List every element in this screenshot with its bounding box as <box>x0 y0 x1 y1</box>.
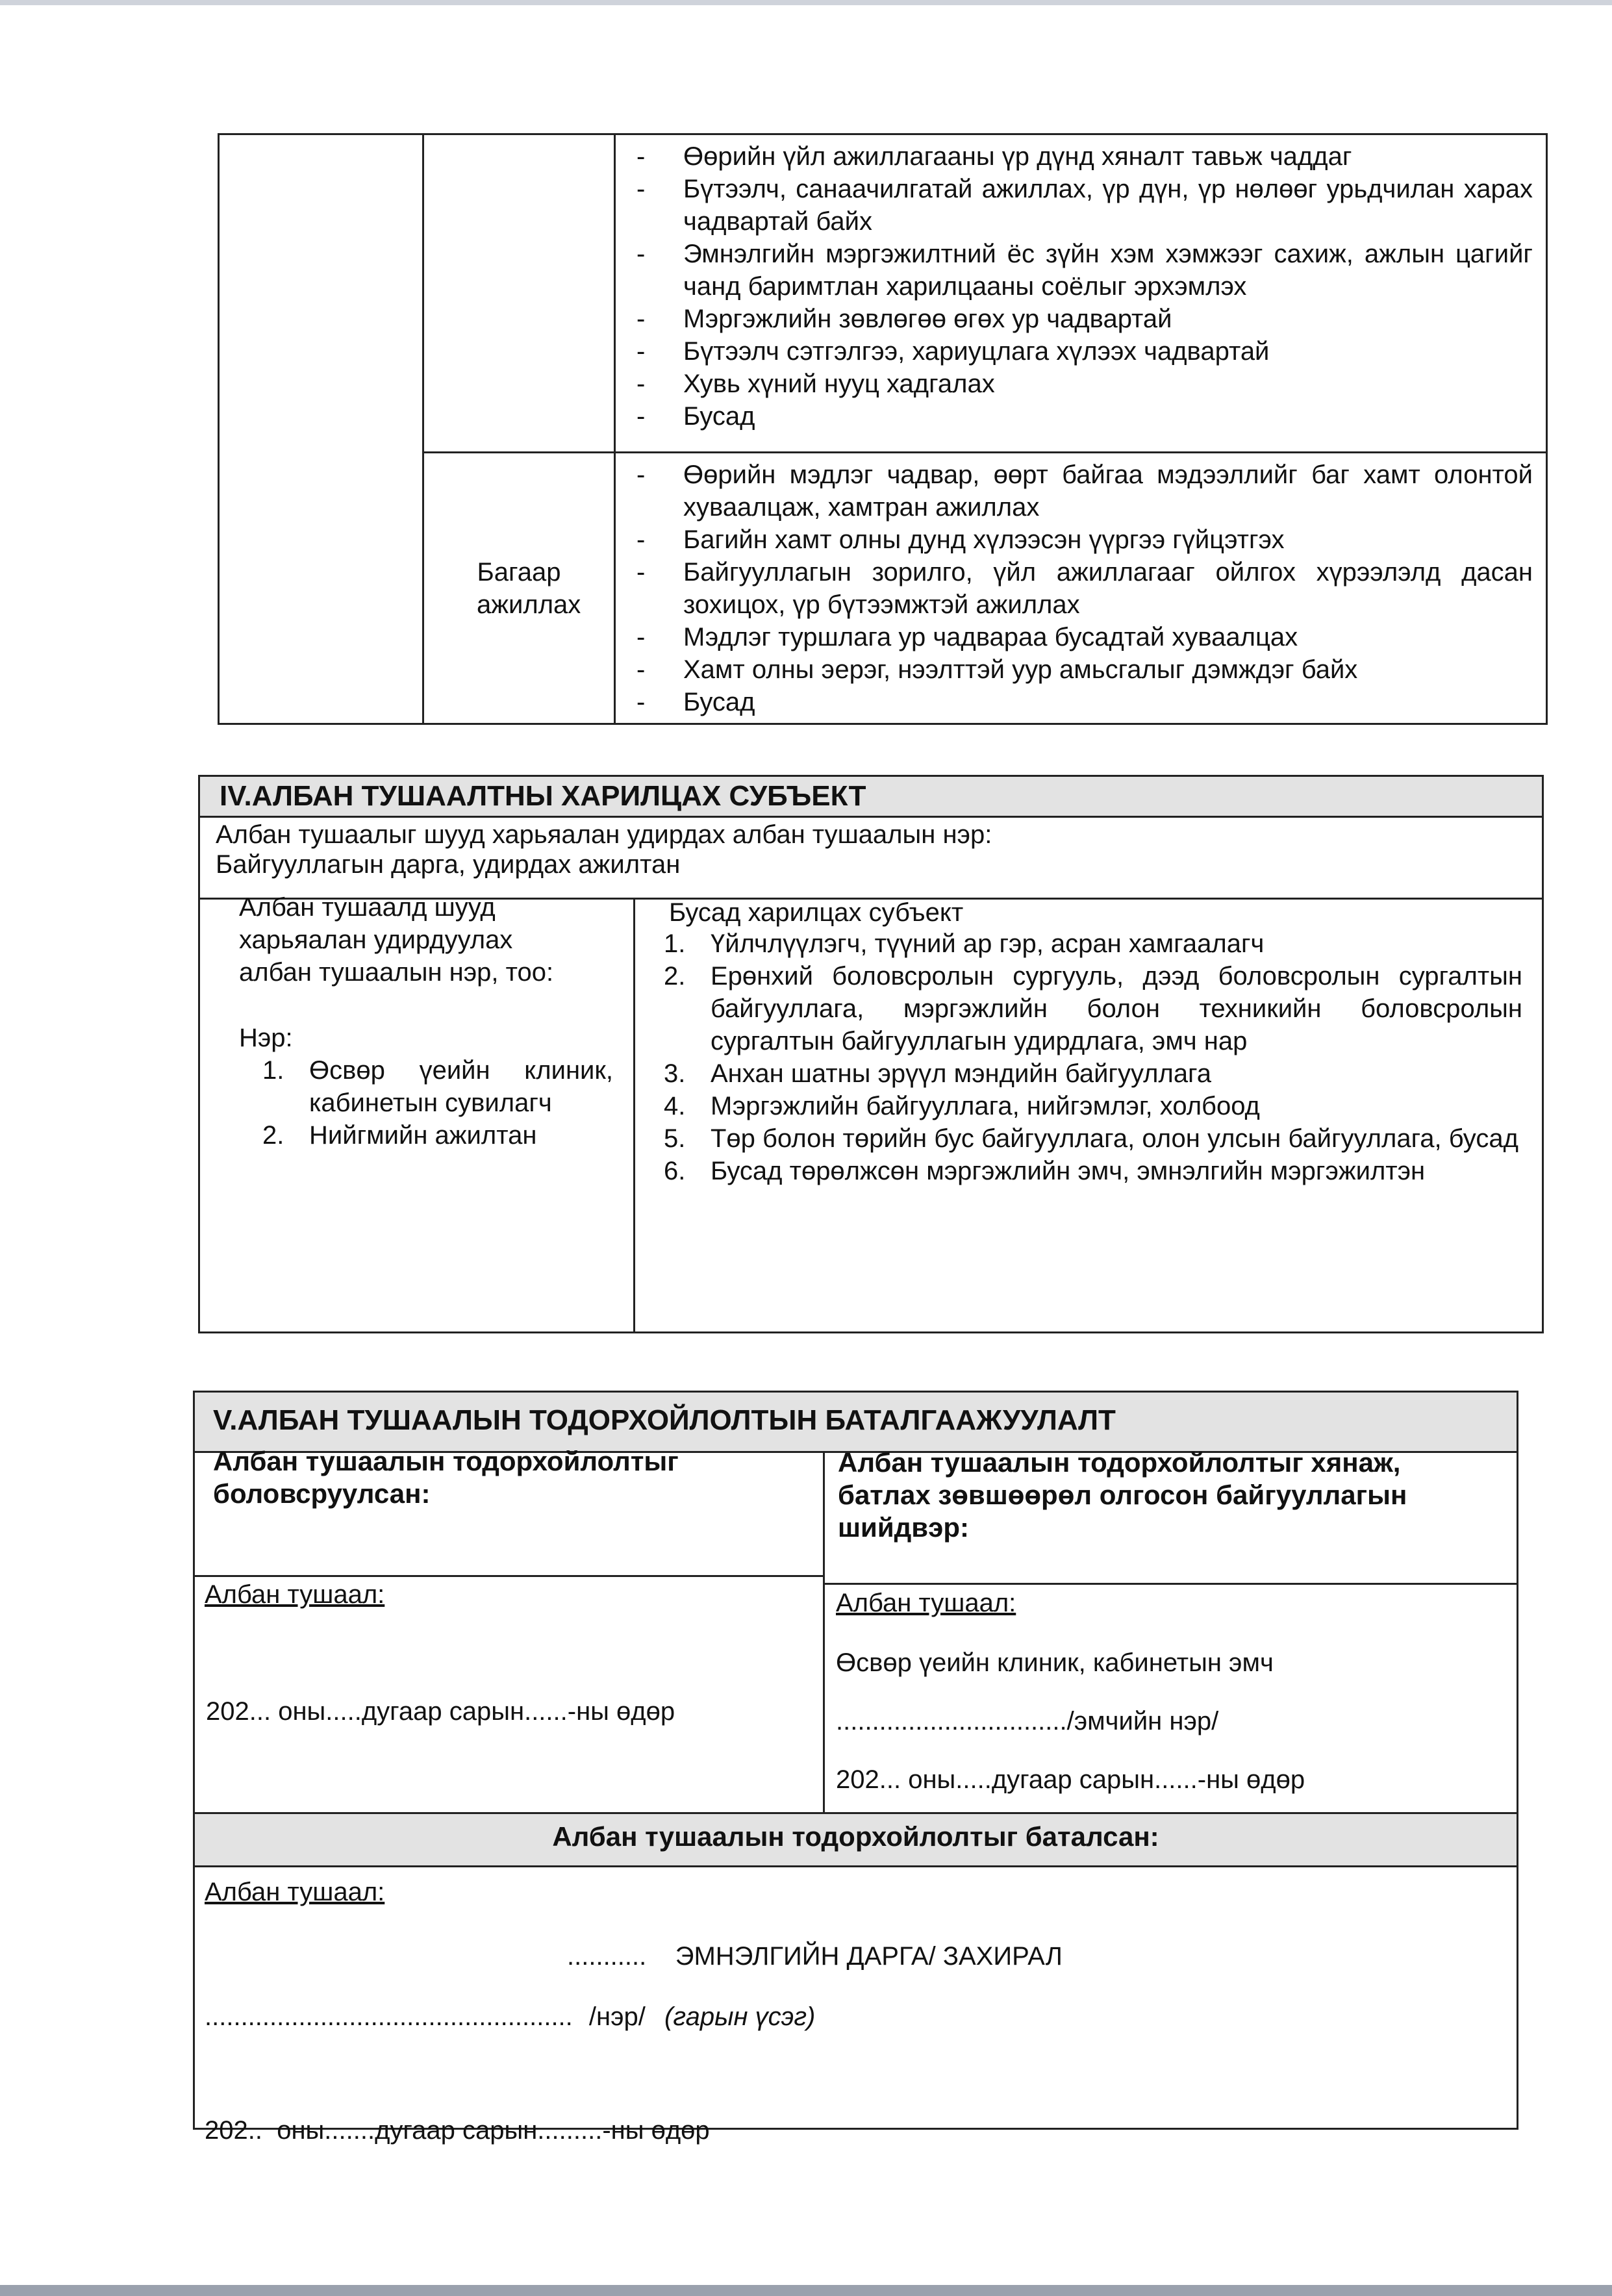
teamwork-category <box>423 453 615 724</box>
competency-item <box>636 335 1533 368</box>
teamwork-items-cell <box>615 453 1547 724</box>
approved-header-3: шийдвэр: <box>838 1512 969 1543</box>
competency-item <box>636 653 1533 686</box>
section-5-column-divider <box>823 1453 825 1812</box>
competency-item-text: Бусад <box>683 688 755 716</box>
competency-item-text: Байгууллагын зорилго, үйл ажиллагааг ойлгох хүрээлэлд дасан зохицох, үр бүтээмжтэй ажиллах <box>683 558 1533 619</box>
competency-list-2 <box>616 453 1546 718</box>
dash-bullet: - <box>636 337 646 366</box>
other-subjects-list <box>664 927 1522 1187</box>
dash-bullet: - <box>636 240 646 268</box>
other-subject-number: 2. <box>664 962 686 990</box>
scan-edge-bottom <box>0 2285 1612 2296</box>
prepared-date: 202... оны.....дугаар сарын......-ны өдөр <box>206 1697 675 1726</box>
competency-item <box>636 459 1533 524</box>
other-subject-number: 1. <box>664 929 686 958</box>
competency-item-text: Бүтээлч сэтгэлгээ, хариуцлага хүлээх чадвартай <box>683 337 1270 366</box>
competency-items-cell <box>615 134 1547 453</box>
confirmed-name-line <box>205 2000 815 2033</box>
confirmed-date: 202.. оны.......дугаар сарын.........-ны өдөр <box>205 2116 710 2145</box>
section-4-title: IV.АЛБАН ТУШААЛТНЫ ХАРИЛЦАХ СУБЪЕКТ <box>200 777 1542 818</box>
approved-position-label: Албан тушаал: <box>836 1589 1016 1617</box>
other-subject-number: 3. <box>664 1059 686 1088</box>
competency-item <box>636 238 1533 303</box>
section-5-title: V.АЛБАН ТУШААЛЫН ТОДОРХОЙЛОЛТЫН БАТАЛГААЖУУЛАЛТ <box>195 1393 1517 1453</box>
competency-item-text: Багийн хамт олны дунд хүлээсэн үүргээ гүйцэтгэх <box>683 525 1285 554</box>
dash-bullet: - <box>636 623 646 651</box>
competency-item <box>636 303 1533 335</box>
subordinate-item <box>262 1054 613 1119</box>
other-subject-text: Анхан шатны эрүүл мэндийн байгууллага <box>711 1059 1212 1088</box>
competency-item-text: Эмнэлгийн мэргэжилтний ёс зүйн хэм хэмжээг сахиж, ажлын цагийг чанд баримтлан харилцааны соёлыг эрхэмлэх <box>683 240 1533 301</box>
competency-item-text: Бүтээлч, санаачилгатай ажиллах, үр дүн, үр нөлөөг урьдчилан харах чадвартай байх <box>683 175 1533 236</box>
confirmed-position-label: Албан тушаал: <box>205 1878 385 1906</box>
dash-bullet: - <box>636 688 646 716</box>
subordinate-item <box>262 1119 613 1152</box>
competency-item <box>636 686 1533 718</box>
approved-name: ................................/эмчийн нэр/ <box>836 1707 1219 1735</box>
signature-label: (гарын үсэг) <box>664 2002 816 2031</box>
other-subject-item <box>664 960 1522 1057</box>
prepared-header-1: Албан тушаалын тодорхойлолтыг <box>213 1446 679 1476</box>
approved-header-1: Албан тушаалын тодорхойлолтыг хянаж, <box>838 1447 1401 1478</box>
subordinates-label-3: албан тушаалын нэр, тоо: <box>239 958 554 987</box>
competency-item <box>636 140 1533 173</box>
approved-header-2: батлах зөвшөөрөл олгосон байгууллагын <box>838 1480 1407 1510</box>
scan-edge-top <box>0 0 1612 5</box>
other-subject-number: 6. <box>664 1157 686 1185</box>
competency-item <box>636 524 1533 556</box>
supervisor-value: Байгууллагын дарга, удирдах ажилтан <box>216 850 681 879</box>
dash-bullet: - <box>636 460 646 489</box>
competency-item-text: Хамт олны эерэг, нээлттэй уур амьсгалыг дэмждэг байх <box>683 655 1358 684</box>
subordinate-text: Нийгмийн ажилтан <box>309 1121 537 1150</box>
other-subject-item <box>664 1057 1522 1090</box>
category-blank-cell <box>219 134 423 724</box>
competency-list-1 <box>616 135 1546 433</box>
confirmed-name-label: /нэр/ <box>588 2002 646 2031</box>
approved-date: 202... оны.....дугаар сарын......-ны өдөр <box>836 1765 1305 1794</box>
confirmed-bottom-rule <box>193 1865 1518 1867</box>
confirmed-header: Албан тушаалын тодорхойлолтыг баталсан: <box>552 1821 1159 1852</box>
competency-table <box>218 133 1548 725</box>
competency-item <box>636 400 1533 433</box>
competency-item <box>636 621 1533 653</box>
other-subject-text: Үйлчлүүлэгч, түүний ар гэр, асран хамгаалагч <box>711 929 1265 958</box>
subordinate-text: Өсвөр үеийн клиник, кабинетын сувилагч <box>309 1056 613 1117</box>
competency-item <box>636 368 1533 400</box>
dash-bullet: - <box>636 525 646 554</box>
competency-item-text: Өөрийн мэдлэг чадвар, өөрт байгаа мэдээллийг баг хамт олонтой хуваалцаж, хамтран ажиллах <box>683 460 1533 522</box>
dash-bullet: - <box>636 370 646 398</box>
competency-item <box>636 173 1533 238</box>
prepared-header-2: боловсруулсан: <box>213 1478 431 1509</box>
dash-bullet: - <box>636 305 646 333</box>
director-title: ........... ЭМНЭЛГИЙН ДАРГА/ ЗАХИРАЛ <box>567 1942 1063 1971</box>
other-subject-text: Ерөнхий боловсролын сургууль, дээд боловсролын сургалтын байгууллага, мэргэжлийн болон техникийн боловсролын сургалтын байгууллагын удирдлага, эмч нар <box>711 962 1522 1055</box>
subordinate-number: 2. <box>262 1121 284 1150</box>
dash-bullet: - <box>636 655 646 684</box>
name-label: Нэр: <box>239 1024 293 1052</box>
approved-position: Өсвөр үеийн клиник, кабинетын эмч <box>836 1648 1274 1677</box>
other-subject-item <box>664 927 1522 960</box>
competency-item-text: Өөрийн үйл ажиллагааны үр дүнд хяналт тавьж чаддаг <box>683 142 1352 171</box>
other-subject-item <box>664 1122 1522 1155</box>
competency-item-text: Бусад <box>683 402 755 431</box>
other-subject-item <box>664 1090 1522 1122</box>
subordinates-label-1: Албан тушаалд шууд <box>239 893 496 922</box>
other-subject-number: 4. <box>664 1092 686 1120</box>
competency-item <box>636 556 1533 621</box>
other-subject-number: 5. <box>664 1124 686 1153</box>
competency-row-1 <box>219 134 1547 453</box>
other-subject-text: Төр болон төрийн бус байгууллага, олон улсын байгууллага, бусад <box>711 1124 1518 1153</box>
left-header-rule <box>193 1575 824 1577</box>
other-subject-item <box>664 1155 1522 1187</box>
right-header-rule <box>823 1583 1518 1585</box>
section-4-column-divider <box>633 898 635 1333</box>
name-dots: ................................................... <box>205 2002 573 2031</box>
subordinates-list <box>262 1054 613 1152</box>
dash-bullet: - <box>636 175 646 203</box>
teamwork-label: Багаар ажиллах <box>477 557 581 619</box>
other-subjects-label: Бусад харилцах субъект <box>669 898 964 927</box>
competency-item-text: Мэргэжлийн зөвлөгөө өгөх ур чадвартай <box>683 305 1172 333</box>
subcategory-blank-cell <box>423 134 615 453</box>
other-subject-text: Мэргэжлийн байгууллага, нийгэмлэг, холбоод <box>711 1092 1260 1120</box>
competency-item-text: Мэдлэг туршлага ур чадвараа бусадтай хуваалцах <box>683 623 1298 651</box>
subordinates-label-2: харьяалан удирдуулах <box>239 926 513 954</box>
prepared-position-label: Албан тушаал: <box>205 1580 385 1609</box>
competency-item-text: Хувь хүний нууц хадгалах <box>683 370 995 398</box>
subordinate-number: 1. <box>262 1056 284 1085</box>
dash-bullet: - <box>636 142 646 171</box>
dash-bullet: - <box>636 402 646 431</box>
supervisor-label: Албан тушаалыг шууд харьяалан удирдах албан тушаалын нэр: <box>216 820 992 849</box>
other-subject-text: Бусад төрөлжсөн мэргэжлийн эмч, эмнэлгийн мэргэжилтэн <box>711 1157 1426 1185</box>
dash-bullet: - <box>636 558 646 587</box>
